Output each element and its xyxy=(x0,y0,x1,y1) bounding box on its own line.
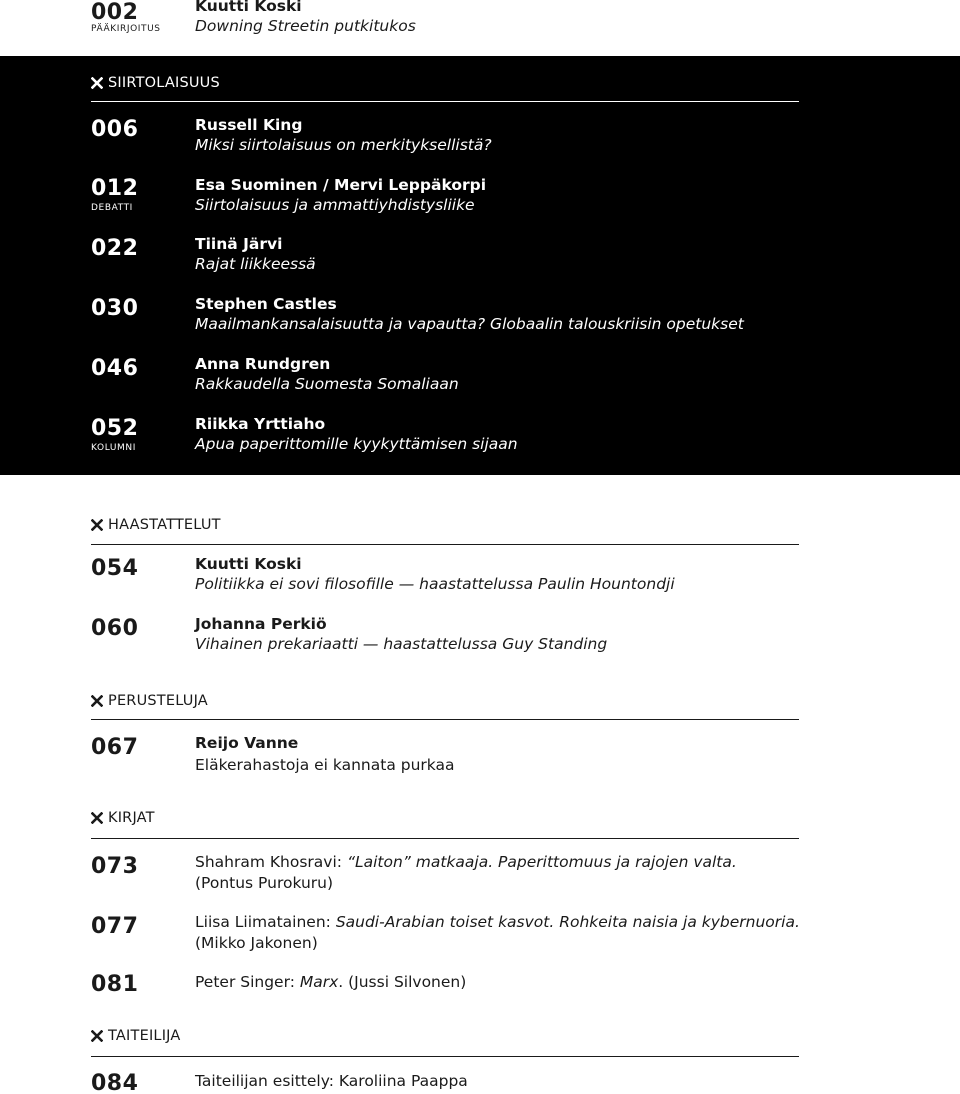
entry-author: Riikka Yrttiaho xyxy=(195,415,326,433)
page-number: 073 xyxy=(91,854,139,879)
cross-icon xyxy=(91,812,103,824)
entry-title: Vihainen prekariaatti — haastattelussa Guy Standing xyxy=(195,635,608,653)
reviewer: (Pontus Purokuru) xyxy=(195,874,334,892)
entry-author: Reijo Vanne xyxy=(195,734,299,752)
book-review-line xyxy=(195,975,466,991)
section-header xyxy=(91,693,208,709)
page-number: 022 xyxy=(91,236,139,261)
section-label: PERUSTELUJA xyxy=(108,692,208,709)
page-number: 060 xyxy=(91,616,139,641)
entry-title: Taiteilijan esittely: Karoliina Paappa xyxy=(195,1072,468,1090)
entry-author: Tiinä Järvi xyxy=(195,235,283,253)
page-number: 084 xyxy=(91,1071,139,1094)
entry-title: Apua paperittomille kyykyttämisen sijaan xyxy=(195,435,518,453)
section-siirtolaisuus xyxy=(0,56,960,475)
section-header xyxy=(91,810,155,826)
page-number: 067 xyxy=(91,735,139,760)
entry-author: Stephen Castles xyxy=(195,295,337,313)
book-author: Peter Singer: xyxy=(195,973,300,991)
entry-author: Russell King xyxy=(195,116,303,134)
section-rule xyxy=(91,1056,799,1057)
book-review-line xyxy=(195,915,800,931)
cross-icon xyxy=(91,519,103,531)
section-label: TAITEILIJA xyxy=(108,1027,181,1044)
reviewer: (Mikko Jakonen) xyxy=(195,934,318,952)
entry-title: Maailmankansalaisuutta ja vapautta? Globaalin talouskriisin opetukset xyxy=(195,315,744,333)
entry-category: PÄÄKIRJOITUS xyxy=(91,24,161,34)
page-number: 077 xyxy=(91,914,139,939)
section-header xyxy=(91,1028,181,1044)
page-number: 054 xyxy=(91,556,139,581)
section-rule xyxy=(91,101,799,102)
entry-title: Politiikka ei sovi filosofille — haastattelussa Paulin Hountondji xyxy=(195,575,675,593)
cross-icon xyxy=(91,77,103,89)
section-rule xyxy=(91,838,799,839)
book-author: Shahram Khosravi: xyxy=(195,853,347,871)
page-number: 002 xyxy=(91,0,139,25)
page-number: 030 xyxy=(91,296,139,321)
entry-title: Eläkerahastoja ei kannata purkaa xyxy=(195,756,455,774)
cross-icon xyxy=(91,1030,103,1042)
entry-category: DEBATTI xyxy=(91,203,133,213)
page-number: 046 xyxy=(91,356,139,381)
book-review-line xyxy=(195,855,737,871)
page-number: 052 xyxy=(91,416,139,441)
cross-icon xyxy=(91,695,103,707)
section-label: HAASTATTELUT xyxy=(108,516,221,533)
book-author: Liisa Liimatainen: xyxy=(195,913,336,931)
page-number: 012 xyxy=(91,176,139,201)
page-number: 006 xyxy=(91,117,139,142)
entry-title: Downing Streetin putkitukos xyxy=(195,17,416,35)
book-title: Marx xyxy=(299,973,339,991)
section-rule xyxy=(91,544,799,545)
entry-author: Anna Rundgren xyxy=(195,355,331,373)
page-number: 081 xyxy=(91,972,139,997)
entry-category: KOLUMNI xyxy=(91,443,136,453)
reviewer: . (Jussi Silvonen) xyxy=(338,973,467,991)
entry-author: Johanna Perkiö xyxy=(195,615,327,633)
entry-title: Rakkaudella Suomesta Somaliaan xyxy=(195,375,459,393)
section-header xyxy=(91,75,220,91)
entry-title: Rajat liikkeessä xyxy=(195,255,316,273)
section-rule xyxy=(91,719,799,720)
book-title: “Laiton” matkaaja. Paperittomuus ja rajojen valta. xyxy=(346,853,737,871)
entry-author: Kuutti Koski xyxy=(195,555,302,573)
entry-title: Miksi siirtolaisuus on merkityksellistä? xyxy=(195,136,492,154)
entry-author: Esa Suominen / Mervi Leppäkorpi xyxy=(195,176,487,194)
entry-author: Kuutti Koski xyxy=(195,0,302,15)
section-header xyxy=(91,517,221,533)
entry-title: Siirtolaisuus ja ammattiyhdistysliike xyxy=(195,196,475,214)
section-label: SIIRTOLAISUUS xyxy=(108,74,220,91)
book-title: Saudi-Arabian toiset kasvot. Rohkeita naisia ja kybernuoria. xyxy=(335,913,800,931)
section-label: KIRJAT xyxy=(108,809,155,826)
